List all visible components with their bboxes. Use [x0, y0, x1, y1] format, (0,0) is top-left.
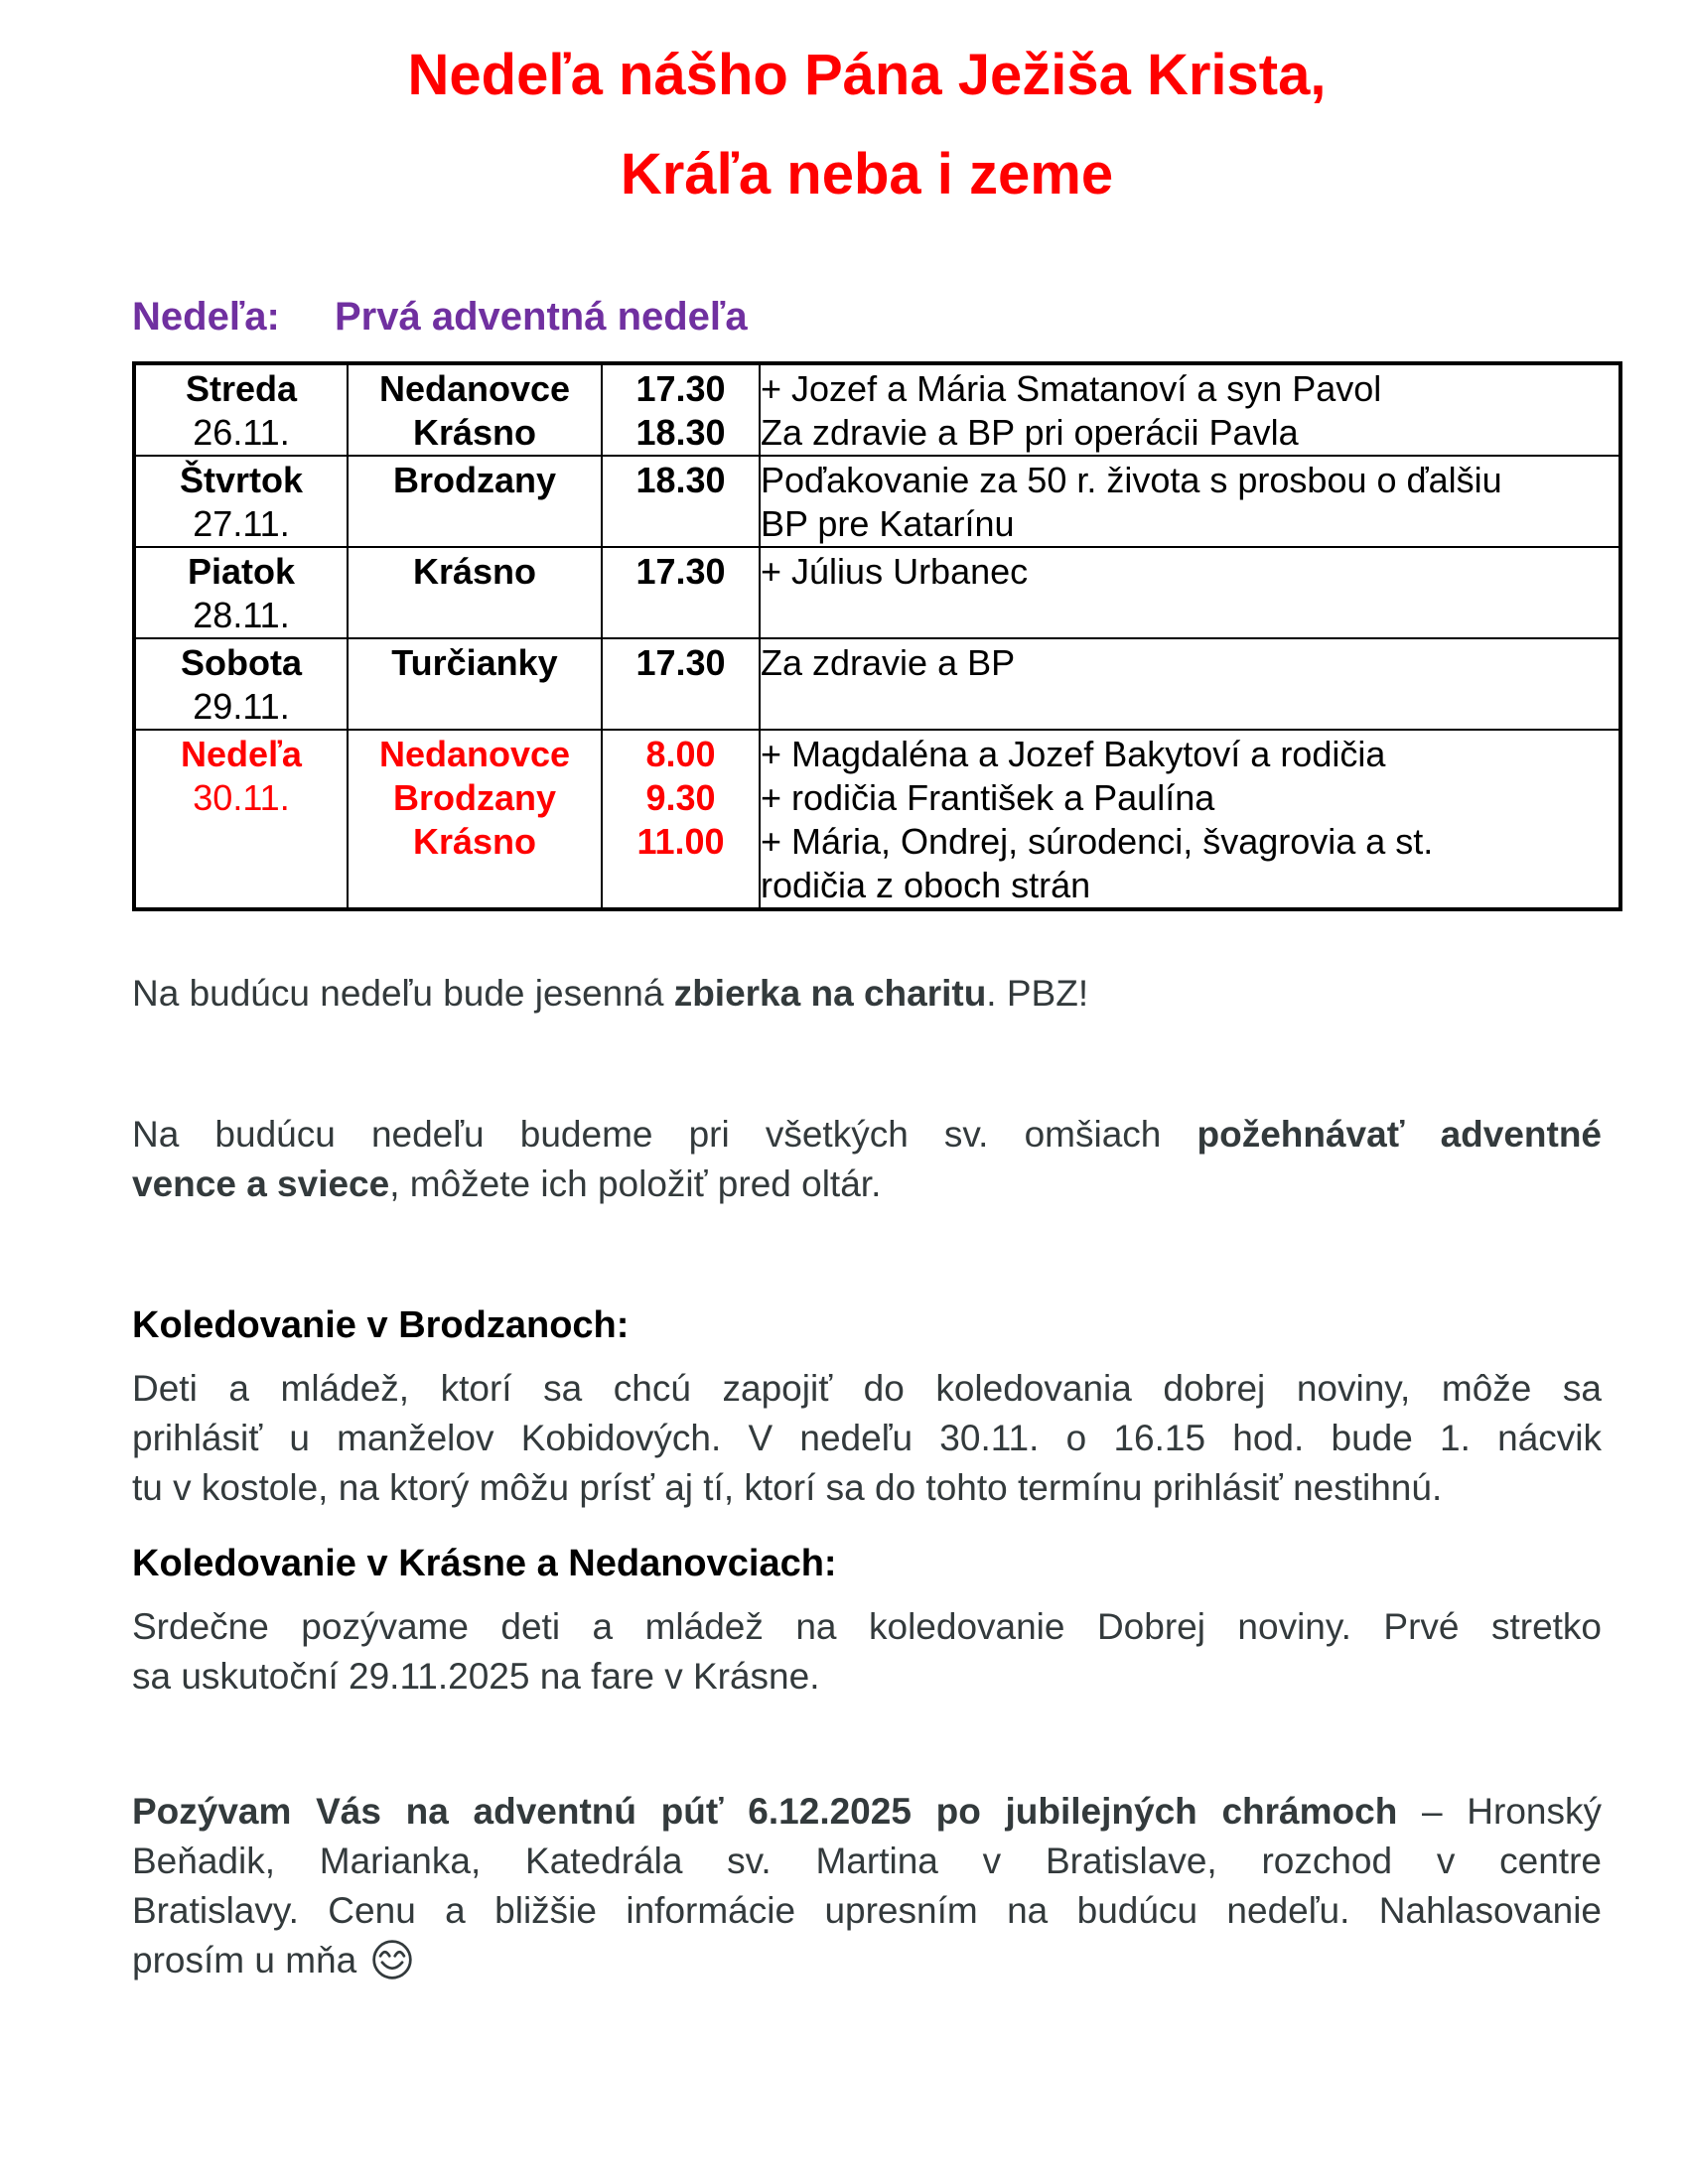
text-line [132, 1787, 1602, 1837]
table-row [134, 547, 1620, 638]
page-title [132, 26, 1602, 224]
text-segment: Beňadik, Marianka, Katedrála sv. Martina v Bratislave, rozchod v centre [132, 1841, 1602, 1881]
text-line [132, 1414, 1602, 1463]
time-cell [602, 638, 760, 730]
sunday-name: Prvá adventná nedeľa [335, 295, 748, 339]
table-row [134, 363, 1620, 456]
para-put [132, 1787, 1602, 1985]
text-line [132, 1539, 1602, 1588]
place-cell-line: Nedanovce [378, 368, 571, 409]
place-cell-line: Nedanovce [378, 734, 571, 774]
time-cell-line: 17.30 [635, 642, 726, 683]
text-segment: – Hronský [1397, 1791, 1602, 1832]
text-segment: prihlásiť u manželov Kobidových. V nedeľu 30.11. o 16.15 hod. bude 1. nácvik [132, 1418, 1602, 1458]
time-cell-line: 11.00 [636, 821, 725, 862]
para-advent [132, 1110, 1602, 1209]
day-cell [134, 638, 348, 730]
text-line [132, 1463, 1602, 1513]
text-line [132, 1300, 1602, 1350]
time-cell-line: 8.00 [645, 734, 716, 774]
text-line [132, 1837, 1602, 1886]
text-line [132, 969, 1602, 1019]
text-segment: zbierka na charitu [673, 973, 987, 1014]
text-line [132, 1936, 1602, 1985]
time-cell-line: 9.30 [645, 777, 716, 818]
intention-cell [760, 456, 1620, 547]
day-cell-line: 29.11. [193, 686, 290, 727]
place-cell [348, 730, 602, 909]
time-cell [602, 730, 760, 909]
intention-cell-line: BP pre Katarínu [761, 503, 1015, 544]
page-title-line2: Kráľa neba i zeme [620, 142, 1114, 206]
time-cell-line: 18.30 [635, 460, 726, 500]
day-cell-line: Nedeľa [181, 734, 302, 774]
text-segment: Deti a mládež, ktorí sa chcú zapojiť do koledovania dobrej noviny, môže sa [132, 1368, 1602, 1409]
intention-cell [760, 363, 1620, 456]
place-cell-line: Krásno [412, 821, 537, 862]
day-cell-line: 30.11. [193, 777, 290, 818]
place-cell-line: Brodzany [392, 460, 557, 500]
time-cell [602, 363, 760, 456]
text-segment: požehnávať adventné [1196, 1114, 1603, 1155]
place-cell [348, 363, 602, 456]
page-title-line1: Nedeľa nášho Pána Ježiša Krista, [407, 43, 1327, 107]
place-cell-line: Brodzany [392, 777, 557, 818]
place-cell [348, 456, 602, 547]
text-segment: vence a sviece [132, 1163, 390, 1204]
place-cell-line: Turčianky [391, 642, 558, 683]
day-cell [134, 547, 348, 638]
text-segment: prosím u mňa [132, 1940, 367, 1980]
time-cell-line: 17.30 [635, 368, 726, 409]
time-cell [602, 456, 760, 547]
text-segment: Bratislavy. Cenu a bližšie informácie upresním na budúcu nedeľu. Nahlasovanie [132, 1890, 1602, 1931]
intention-cell [760, 547, 1620, 638]
sunday-label: Nedeľa: [132, 295, 280, 339]
para-charita [132, 969, 1602, 1019]
schedule-table [132, 361, 1622, 911]
table-row [134, 456, 1620, 547]
day-cell-line: 26.11. [193, 412, 290, 453]
heading-brodzany [132, 1300, 1602, 1350]
day-cell-line: 28.11. [193, 595, 290, 635]
text-segment: , môžete ich položiť pred oltár. [389, 1163, 882, 1204]
day-cell-line: Sobota [181, 642, 302, 683]
sunday-subheading [132, 294, 1602, 340]
text-line [132, 1886, 1602, 1936]
intention-cell-line: + Július Urbanec [761, 551, 1029, 592]
text-segment: Na budúcu nedeľu budeme pri všetkých sv. omšiach [132, 1114, 1197, 1155]
place-cell-line: Krásno [412, 412, 537, 453]
day-cell-line: 27.11. [193, 503, 290, 544]
text-line [132, 1602, 1602, 1652]
day-cell [134, 456, 348, 547]
table-row [134, 730, 1620, 909]
place-cell [348, 547, 602, 638]
intention-cell-line: + Mária, Ondrej, súrodenci, švagrovia a st. [761, 821, 1434, 862]
text-segment: Na budúcu nedeľu bude jesenná [132, 973, 674, 1014]
smiling-face-icon [370, 1938, 414, 1981]
place-cell-line: Krásno [412, 551, 537, 592]
text-segment: Koledovanie v Brodzanoch: [132, 1304, 630, 1346]
intention-cell [760, 638, 1620, 730]
intention-cell-line: Poďakovanie za 50 r. života s prosbou o ďalšiu [761, 460, 1502, 500]
intention-cell-line: rodičia z oboch strán [761, 865, 1091, 905]
intention-cell-line: + Magdaléna a Jozef Bakytoví a rodičia [761, 734, 1386, 774]
intention-cell-line: Za zdravie a BP [761, 642, 1016, 683]
intention-cell-line: + Jozef a Mária Smatanoví a syn Pavol [761, 368, 1382, 409]
place-cell [348, 638, 602, 730]
text-segment: sa uskutoční 29.11.2025 na fare v Krásne. [132, 1656, 820, 1697]
intention-cell [760, 730, 1620, 909]
day-cell-line: Štvrtok [179, 460, 304, 500]
text-line [132, 1652, 1602, 1702]
text-segment: Pozývam Vás na adventnú púť 6.12.2025 po jubilejných chrámoch [132, 1791, 1398, 1832]
intention-cell-line: Za zdravie a BP pri operácii Pavla [761, 412, 1299, 453]
day-cell [134, 363, 348, 456]
intention-cell-line: + rodičia František a Paulína [761, 777, 1215, 818]
table-row [134, 638, 1620, 730]
text-segment: . PBZ! [986, 973, 1089, 1014]
announcements [132, 969, 1602, 1985]
text-line [132, 1160, 1602, 1209]
text-line [132, 1110, 1602, 1160]
text-line [132, 1364, 1602, 1414]
time-cell [602, 547, 760, 638]
day-cell-line: Streda [185, 368, 298, 409]
day-cell-line: Piatok [187, 551, 296, 592]
text-segment: tu v kostole, na ktorý môžu prísť aj tí, ktorí sa do tohto termínu prihlásiť nestihnú. [132, 1467, 1443, 1508]
heading-krasne [132, 1539, 1602, 1588]
day-cell [134, 730, 348, 909]
para-krasne [132, 1602, 1602, 1702]
time-cell-line: 18.30 [635, 412, 726, 453]
time-cell-line: 17.30 [635, 551, 726, 592]
text-segment: Koledovanie v Krásne a Nedanovciach: [132, 1543, 837, 1584]
para-brodzany [132, 1364, 1602, 1513]
text-segment: Srdečne pozývame deti a mládež na koledovanie Dobrej noviny. Prvé stretko [132, 1606, 1602, 1647]
